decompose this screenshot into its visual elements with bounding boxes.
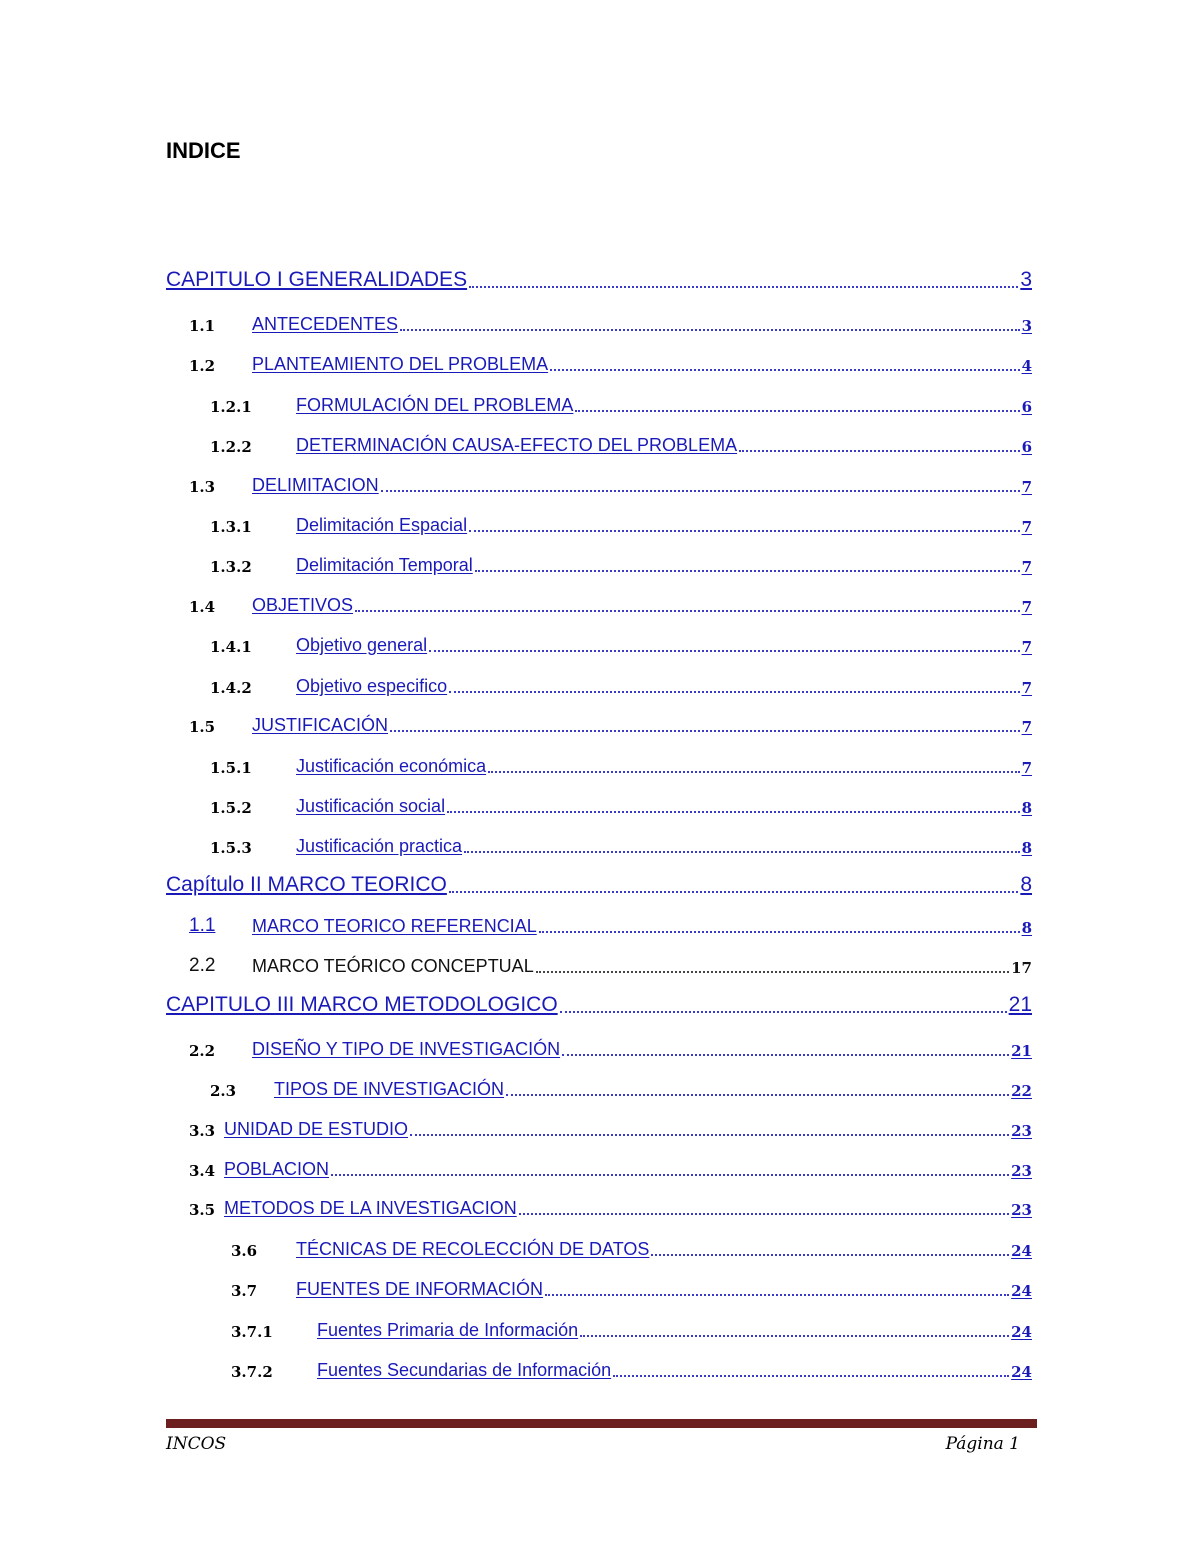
toc-entry-3-3[interactable] xyxy=(189,1112,1032,1140)
toc-page-number: 4 xyxy=(1021,357,1032,375)
toc-entry-number: 1.2.2 xyxy=(210,438,252,456)
toc-page-number: 23 xyxy=(1011,1201,1032,1219)
dot-leader xyxy=(575,410,1019,412)
toc-entry-number: 1.3 xyxy=(189,478,216,496)
toc-entry-1-3[interactable] xyxy=(189,468,1032,496)
dot-leader xyxy=(381,490,1020,492)
toc-entry-label: POBLACION xyxy=(224,1159,330,1179)
toc-entry-label: METODOS DE LA INVESTIGACION xyxy=(224,1198,517,1218)
toc-entry-number: 2.2 xyxy=(189,955,216,976)
toc-entry-number: 1.4.2 xyxy=(210,679,252,697)
toc-entry-label: TÉCNICAS DE RECOLECCIÓN DE DATOS xyxy=(296,1239,650,1259)
toc-page-number: 7 xyxy=(1021,679,1032,697)
toc-entry-1-2-2[interactable] xyxy=(210,428,1032,456)
toc-page-number: 3 xyxy=(1020,268,1032,291)
toc-entry-label: MARCO TEÓRICO CONCEPTUAL xyxy=(252,956,534,976)
toc-page-number: 7 xyxy=(1021,759,1032,777)
dot-leader xyxy=(449,691,1019,693)
toc-entry-label: Fuentes Secundarias de Información xyxy=(317,1360,612,1380)
toc-page-number: 8 xyxy=(1021,799,1032,817)
toc-page-number: 17 xyxy=(1011,959,1032,977)
toc-entry-label: JUSTIFICACIÓN xyxy=(252,715,389,735)
dot-leader xyxy=(560,1011,1007,1013)
toc-page-number: 7 xyxy=(1021,518,1032,536)
dot-leader xyxy=(488,771,1019,773)
toc-entry-number: 3.7.1 xyxy=(231,1323,273,1341)
toc-page-number: 7 xyxy=(1021,638,1032,656)
dot-leader xyxy=(562,1054,1009,1056)
toc-entry-number: 1.2.1 xyxy=(210,398,252,416)
toc-entry-number: 1.3.2 xyxy=(210,558,252,576)
toc-page-number: 7 xyxy=(1021,558,1032,576)
dot-leader xyxy=(580,1335,1009,1337)
toc-page-number: 24 xyxy=(1011,1282,1032,1300)
toc-entry-label: FORMULACIÓN DEL PROBLEMA xyxy=(296,395,574,415)
toc-entry-number: 3.6 xyxy=(231,1242,258,1260)
toc-entry-label: Justificación practica xyxy=(296,836,463,856)
toc-entry-3-7[interactable] xyxy=(231,1272,1032,1300)
footer-organization: INCOS xyxy=(166,1434,227,1454)
dot-leader xyxy=(410,1134,1009,1136)
toc-page-number: 24 xyxy=(1011,1363,1032,1381)
toc-entry-label: CAPITULO III MARCO METODOLOGICO xyxy=(166,993,558,1016)
toc-entry-2-2 xyxy=(189,949,1032,977)
toc-entry-label: TIPOS DE INVESTIGACIÓN xyxy=(274,1079,505,1099)
dot-leader xyxy=(469,286,1018,288)
dot-leader xyxy=(550,369,1019,371)
dot-leader xyxy=(506,1094,1009,1096)
toc-entry-1-3-2[interactable] xyxy=(210,548,1032,576)
dot-leader xyxy=(447,811,1020,813)
toc-entry-label: DETERMINACIÓN CAUSA-EFECTO DEL PROBLEMA xyxy=(296,435,738,455)
toc-entry-chapter-3[interactable] xyxy=(166,989,1032,1017)
footer-divider xyxy=(166,1419,1037,1428)
toc-entry-3-2-2[interactable] xyxy=(189,1032,1032,1060)
page-title: INDICE xyxy=(166,138,241,163)
toc-entry-number: 1.5.1 xyxy=(210,759,252,777)
dot-leader xyxy=(613,1375,1009,1377)
toc-page-number: 6 xyxy=(1021,398,1032,416)
toc-entry-number: 3.7.2 xyxy=(231,1363,273,1381)
toc-entry-number: 1.1 xyxy=(189,915,216,936)
toc-entry-label: OBJETIVOS xyxy=(252,595,354,615)
toc-entry-number: 3.7 xyxy=(231,1282,258,1300)
toc-entry-label: Delimitación Temporal xyxy=(296,555,473,575)
toc-entry-2-1[interactable] xyxy=(189,909,1032,937)
dot-leader xyxy=(545,1294,1009,1296)
toc-entry-label: Justificación social xyxy=(296,796,446,816)
dot-leader xyxy=(539,931,1020,933)
toc-entry-1-5-2[interactable] xyxy=(210,789,1032,817)
dot-leader xyxy=(519,1213,1009,1215)
dot-leader xyxy=(331,1174,1009,1176)
toc-page-number: 22 xyxy=(1011,1082,1032,1100)
toc-page-number: 21 xyxy=(1008,993,1032,1016)
toc-page-number: 8 xyxy=(1021,839,1032,857)
toc-entry-chapter-1[interactable] xyxy=(166,264,1032,292)
toc-page-number: 7 xyxy=(1021,478,1032,496)
toc-entry-number: 1.2 xyxy=(189,357,216,375)
toc-page-number: 6 xyxy=(1021,438,1032,456)
toc-entry-3-6[interactable] xyxy=(231,1232,1032,1260)
toc-entry-1-1[interactable] xyxy=(189,307,1032,335)
toc-entry-3-7-2[interactable] xyxy=(231,1353,1032,1381)
toc-entry-chapter-2[interactable] xyxy=(166,869,1032,897)
toc-entry-label: UNIDAD DE ESTUDIO xyxy=(224,1119,409,1139)
toc-entry-number: 3.5 xyxy=(189,1201,216,1219)
dot-leader xyxy=(651,1254,1009,1256)
toc-entry-1-5-1[interactable] xyxy=(210,749,1032,777)
dot-leader xyxy=(355,610,1020,612)
toc-entry-label: Objetivo general xyxy=(296,635,428,655)
dot-leader xyxy=(536,971,1009,973)
toc-page-number: 8 xyxy=(1021,919,1032,937)
toc-entry-number: 1.5.3 xyxy=(210,839,252,857)
toc-entry-label: Capítulo II MARCO TEORICO xyxy=(166,873,447,896)
toc-page-number: 23 xyxy=(1011,1122,1032,1140)
toc-entry-number: 1.5 xyxy=(189,718,216,736)
toc-entry-1-2[interactable] xyxy=(189,347,1032,375)
toc-entry-1-4[interactable] xyxy=(189,588,1032,616)
toc-entry-1-2-1[interactable] xyxy=(210,388,1032,416)
toc-entry-label: DELIMITACION xyxy=(252,475,379,495)
toc-entry-label: FUENTES DE INFORMACIÓN xyxy=(296,1279,544,1299)
toc-entry-label: DISEÑO Y TIPO DE INVESTIGACIÓN xyxy=(252,1039,561,1059)
toc-page-number: 7 xyxy=(1021,718,1032,736)
toc-entry-label: Delimitación Espacial xyxy=(296,515,468,535)
toc-entry-label: MARCO TEORICO REFERENCIAL xyxy=(252,916,537,936)
toc-page-number: 24 xyxy=(1011,1323,1032,1341)
toc-entry-3-4[interactable] xyxy=(189,1152,1032,1180)
toc-entry-1-5-3[interactable] xyxy=(210,829,1032,857)
toc-entry-label: ANTECEDENTES xyxy=(252,314,399,334)
toc-page-number: 23 xyxy=(1011,1162,1032,1180)
dot-leader xyxy=(449,891,1018,893)
toc-page-number: 24 xyxy=(1011,1242,1032,1260)
toc-entry-number: 2.2 xyxy=(189,1042,216,1060)
toc-entry-1-3-1[interactable] xyxy=(210,508,1032,536)
toc-entry-label: PLANTEAMIENTO DEL PROBLEMA xyxy=(252,354,549,374)
toc-entry-number: 1.4.1 xyxy=(210,638,252,656)
footer-page-number: Página 1 xyxy=(945,1434,1020,1454)
toc-page-number: 3 xyxy=(1021,317,1032,335)
toc-entry-3-7-1[interactable] xyxy=(231,1313,1032,1341)
dot-leader xyxy=(475,570,1020,572)
toc-entry-label: Fuentes Primaria de Información xyxy=(317,1320,579,1340)
toc-entry-label: Justificación económica xyxy=(296,756,487,776)
toc-entry-number: 1.5.2 xyxy=(210,799,252,817)
toc-entry-label: Objetivo especifico xyxy=(296,676,448,696)
toc-entry-1-5[interactable] xyxy=(189,708,1032,736)
toc-page-number: 7 xyxy=(1021,598,1032,616)
dot-leader xyxy=(400,329,1020,331)
toc-entry-number: 3.3 xyxy=(189,1122,216,1140)
dot-leader xyxy=(464,851,1019,853)
toc-entry-3-2-3[interactable] xyxy=(210,1072,1032,1100)
toc-entry-number: 1.4 xyxy=(189,598,216,616)
toc-page-number: 8 xyxy=(1020,873,1032,896)
toc-entry-1-4-2[interactable] xyxy=(210,669,1032,697)
toc-page-number: 21 xyxy=(1011,1042,1032,1060)
dot-leader xyxy=(469,530,1019,532)
toc-entry-number: 2.3 xyxy=(210,1082,237,1100)
dot-leader xyxy=(390,730,1020,732)
dot-leader xyxy=(739,450,1019,452)
toc-entry-number: 1.1 xyxy=(189,317,216,335)
toc-entry-number: 1.3.1 xyxy=(210,518,252,536)
toc-entry-label: CAPITULO I GENERALIDADES xyxy=(166,268,468,291)
toc-entry-1-4-1[interactable] xyxy=(210,628,1032,656)
toc-entry-3-5[interactable] xyxy=(189,1191,1032,1219)
toc-entry-number: 3.4 xyxy=(189,1162,216,1180)
dot-leader xyxy=(429,650,1019,652)
